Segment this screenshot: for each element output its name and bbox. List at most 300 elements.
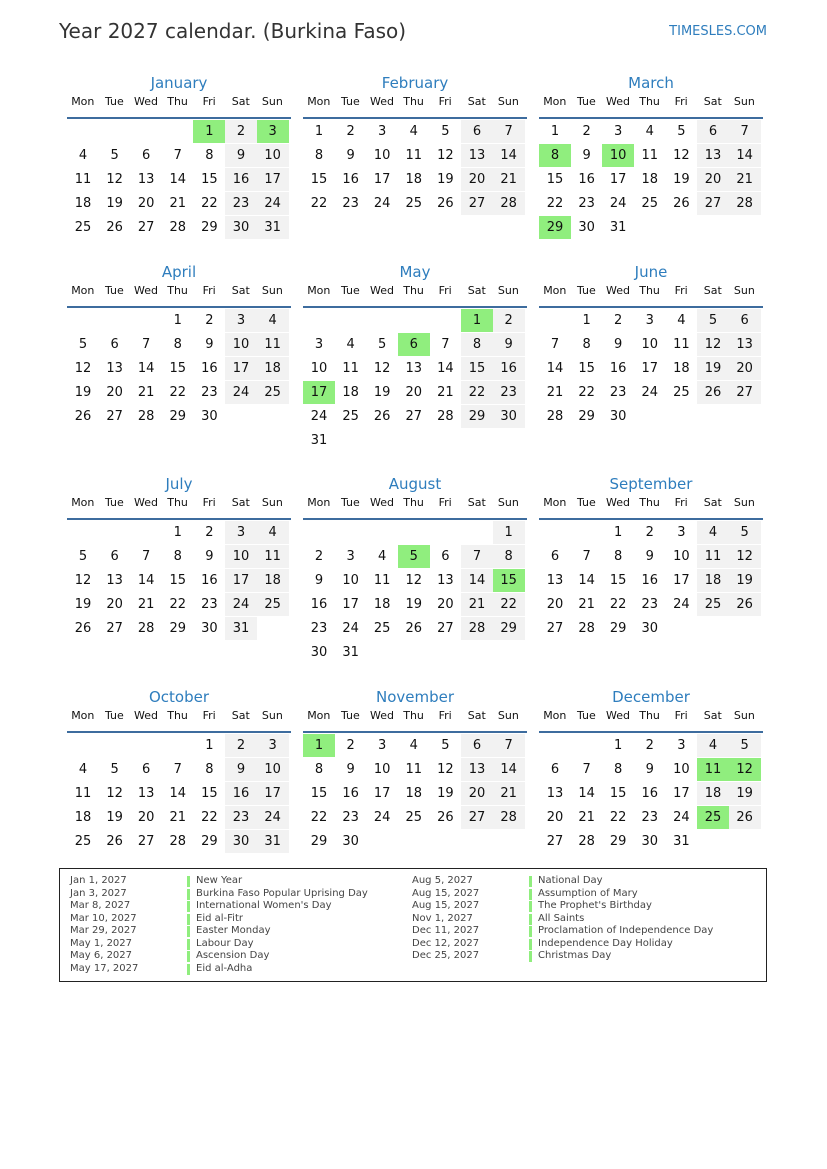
day-cell: 5 bbox=[378, 337, 387, 352]
day-cell: 23 bbox=[225, 192, 257, 215]
holiday-legend bbox=[59, 868, 767, 982]
legend-holiday-name: Eid al-Adha bbox=[196, 962, 253, 974]
legend-color-marker bbox=[529, 926, 532, 937]
month-may bbox=[303, 262, 527, 448]
day-cell: 18 bbox=[673, 361, 690, 376]
day-cell: 13 bbox=[697, 144, 729, 167]
site-link[interactable]: TIMESLES.COM bbox=[669, 24, 767, 39]
holiday-day-cell: 12 bbox=[729, 758, 761, 781]
day-cell: 4 bbox=[78, 148, 88, 163]
day-cell: 31 bbox=[225, 617, 257, 640]
day-cell: 18 bbox=[342, 385, 359, 400]
day-cell: 22 bbox=[609, 597, 627, 612]
day-cell: 28 bbox=[493, 806, 525, 829]
day-cell: 2 bbox=[645, 738, 654, 753]
day-cell: 14 bbox=[578, 573, 595, 588]
day-cell: 25 bbox=[74, 834, 92, 849]
day-cell: 19 bbox=[729, 569, 761, 592]
day-cell: 21 bbox=[137, 597, 155, 612]
day-cell: 30 bbox=[609, 409, 627, 424]
day-cell: 15 bbox=[310, 172, 328, 187]
day-cell: 20 bbox=[546, 597, 564, 612]
day-cell: 24 bbox=[641, 385, 659, 400]
month-title: May bbox=[399, 263, 431, 281]
day-cell: 8 bbox=[614, 762, 623, 777]
weekday-label: Tue bbox=[340, 284, 360, 297]
legend-holiday-name: Christmas Day bbox=[538, 950, 612, 961]
day-cell: 21 bbox=[137, 385, 155, 400]
weekday-label: Tue bbox=[104, 284, 124, 297]
day-cell: 4 bbox=[409, 124, 418, 139]
day-cell: 14 bbox=[437, 361, 454, 376]
day-cell: 5 bbox=[110, 762, 119, 777]
legend-color-marker bbox=[187, 964, 190, 975]
month-june bbox=[539, 262, 763, 424]
day-cell: 12 bbox=[74, 573, 92, 588]
day-cell: 19 bbox=[106, 196, 123, 211]
day-cell: 25 bbox=[641, 196, 659, 211]
day-cell: 16 bbox=[641, 573, 659, 588]
day-cell: 31 bbox=[310, 433, 328, 448]
day-cell: 27 bbox=[106, 621, 123, 636]
day-cell: 27 bbox=[461, 806, 493, 829]
day-cell: 18 bbox=[405, 786, 423, 801]
weekday-label: Wed bbox=[369, 709, 394, 722]
legend-color-marker bbox=[187, 876, 190, 887]
day-cell: 17 bbox=[257, 168, 289, 191]
holiday-day-cell: 10 bbox=[602, 144, 634, 167]
day-cell: 24 bbox=[225, 593, 257, 616]
month-title: December bbox=[612, 688, 690, 706]
weekday-label: Sun bbox=[733, 95, 755, 108]
day-cell: 28 bbox=[546, 409, 564, 424]
month-february bbox=[303, 73, 527, 211]
holiday-day-cell: 29 bbox=[539, 216, 571, 239]
day-cell: 23 bbox=[641, 810, 659, 825]
day-cell: 19 bbox=[405, 597, 423, 612]
weekday-label: Fri bbox=[674, 95, 688, 108]
weekday-label: Tue bbox=[340, 709, 360, 722]
day-cell: 15 bbox=[169, 361, 187, 376]
day-cell: 15 bbox=[578, 361, 595, 376]
day-cell: 20 bbox=[106, 385, 123, 400]
day-cell: 27 bbox=[137, 220, 155, 235]
weekday-label: Tue bbox=[104, 709, 124, 722]
day-cell: 25 bbox=[74, 220, 92, 235]
day-cell: 7 bbox=[461, 545, 493, 568]
weekday-label: Thu bbox=[639, 284, 660, 297]
day-cell: 28 bbox=[578, 834, 595, 849]
day-cell: 15 bbox=[461, 357, 493, 380]
day-cell: 26 bbox=[405, 621, 423, 636]
holiday-day-cell: 1 bbox=[193, 120, 225, 143]
day-cell: 11 bbox=[342, 361, 359, 376]
day-cell: 29 bbox=[169, 621, 187, 636]
day-cell: 22 bbox=[169, 597, 187, 612]
day-cell: 19 bbox=[437, 172, 454, 187]
legend-color-marker bbox=[529, 876, 532, 887]
holiday-day-cell: 1 bbox=[303, 734, 335, 757]
day-cell: 26 bbox=[437, 810, 454, 825]
day-cell: 10 bbox=[342, 573, 359, 588]
weekday-label: Fri bbox=[438, 496, 452, 509]
day-cell: 22 bbox=[201, 196, 218, 211]
day-cell: 12 bbox=[74, 361, 92, 376]
weekday-header bbox=[303, 496, 527, 520]
day-cell: 17 bbox=[641, 361, 659, 376]
day-cell: 2 bbox=[346, 124, 355, 139]
month-title: July bbox=[165, 475, 193, 493]
legend-date: Dec 25, 2027 bbox=[412, 950, 480, 961]
month-title: October bbox=[148, 688, 210, 706]
day-cell: 20 bbox=[405, 385, 423, 400]
day-cell: 10 bbox=[373, 148, 391, 163]
day-cell: 8 bbox=[614, 549, 623, 564]
day-cell: 15 bbox=[201, 172, 218, 187]
day-cell: 22 bbox=[493, 593, 525, 616]
month-march bbox=[539, 73, 763, 235]
day-cell: 23 bbox=[201, 597, 218, 612]
day-cell: 26 bbox=[373, 409, 391, 424]
legend-holiday-name: Assumption of Mary bbox=[538, 887, 638, 899]
day-cell: 1 bbox=[614, 738, 623, 753]
day-cell: 25 bbox=[257, 593, 289, 616]
day-cell: 11 bbox=[673, 337, 690, 352]
day-cell: 31 bbox=[342, 645, 359, 660]
weekday-label: Thu bbox=[403, 709, 424, 722]
day-cell: 18 bbox=[257, 357, 289, 380]
day-cell: 29 bbox=[609, 621, 627, 636]
weekday-label: Fri bbox=[202, 95, 216, 108]
day-cell: 3 bbox=[677, 738, 686, 753]
weekday-label: Fri bbox=[674, 709, 688, 722]
day-cell: 4 bbox=[697, 521, 729, 544]
day-cell: 13 bbox=[106, 361, 123, 376]
day-cell: 11 bbox=[405, 148, 423, 163]
weekday-header bbox=[303, 284, 527, 308]
day-cell: 8 bbox=[582, 337, 591, 352]
day-cell: 19 bbox=[673, 172, 690, 187]
day-cell: 1 bbox=[550, 124, 560, 139]
day-cell: 20 bbox=[437, 597, 454, 612]
day-cell: 28 bbox=[137, 409, 155, 424]
day-cell: 14 bbox=[169, 786, 187, 801]
day-cell: 13 bbox=[437, 573, 454, 588]
day-cell: 31 bbox=[609, 220, 627, 235]
day-cell: 12 bbox=[106, 172, 123, 187]
legend-holiday-name: National Day bbox=[538, 875, 603, 886]
weekday-header bbox=[539, 95, 763, 119]
day-cell: 26 bbox=[74, 621, 92, 636]
day-cell: 12 bbox=[697, 333, 729, 356]
weekday-label: Wed bbox=[369, 95, 394, 108]
day-cell: 30 bbox=[201, 409, 218, 424]
day-cell: 22 bbox=[461, 381, 493, 404]
day-cell: 22 bbox=[169, 385, 187, 400]
holiday-day-cell: 11 bbox=[697, 758, 729, 781]
day-cell: 25 bbox=[342, 409, 359, 424]
weekday-label: Mon bbox=[71, 496, 95, 509]
day-cell: 10 bbox=[373, 762, 391, 777]
legend-holiday-name: Eid al-Fitr bbox=[196, 912, 243, 924]
day-cell: 14 bbox=[493, 144, 525, 167]
day-cell: 13 bbox=[137, 172, 155, 187]
day-cell: 6 bbox=[441, 549, 450, 564]
weekday-label: Sat bbox=[467, 709, 486, 722]
day-cell: 24 bbox=[673, 597, 690, 612]
day-cell: 5 bbox=[729, 734, 761, 757]
day-cell: 30 bbox=[578, 220, 595, 235]
weekday-label: Wed bbox=[605, 496, 630, 509]
day-cell: 26 bbox=[697, 381, 729, 404]
day-cell: 9 bbox=[582, 148, 591, 163]
day-cell: 17 bbox=[225, 569, 257, 592]
day-cell: 10 bbox=[257, 144, 289, 167]
day-cell: 9 bbox=[205, 549, 214, 564]
day-cell: 22 bbox=[310, 810, 328, 825]
day-cell: 7 bbox=[493, 734, 525, 757]
holiday-day-cell: 8 bbox=[539, 144, 571, 167]
day-cell: 2 bbox=[205, 313, 214, 328]
day-cell: 3 bbox=[225, 521, 257, 544]
day-cell: 5 bbox=[441, 124, 450, 139]
weekday-label: Fri bbox=[202, 496, 216, 509]
day-cell: 9 bbox=[314, 573, 324, 588]
day-cell: 29 bbox=[310, 834, 328, 849]
weekday-label: Tue bbox=[576, 284, 596, 297]
day-cell: 26 bbox=[74, 409, 92, 424]
day-cell: 21 bbox=[729, 168, 761, 191]
month-title: January bbox=[150, 74, 208, 92]
day-cell: 25 bbox=[405, 810, 423, 825]
day-cell: 28 bbox=[461, 617, 493, 640]
day-cell: 9 bbox=[225, 758, 257, 781]
day-cell: 8 bbox=[461, 333, 493, 356]
month-title: June bbox=[634, 263, 668, 281]
day-cell: 5 bbox=[677, 124, 686, 139]
weekday-label: Sun bbox=[261, 496, 283, 509]
day-cell: 23 bbox=[493, 381, 525, 404]
weekday-label: Mon bbox=[307, 709, 331, 722]
month-title: September bbox=[609, 475, 693, 493]
legend-holiday-name: Labour Day bbox=[196, 937, 254, 949]
day-cell: 15 bbox=[546, 172, 564, 187]
day-cell: 13 bbox=[729, 333, 761, 356]
day-cell: 16 bbox=[201, 573, 218, 588]
day-cell: 30 bbox=[225, 216, 257, 239]
day-cell: 7 bbox=[142, 549, 151, 564]
legend-color-marker bbox=[529, 889, 532, 900]
weekday-label: Mon bbox=[71, 709, 95, 722]
day-cell: 18 bbox=[641, 172, 659, 187]
day-cell: 27 bbox=[437, 621, 454, 636]
day-cell: 25 bbox=[373, 621, 391, 636]
day-cell: 24 bbox=[609, 196, 627, 211]
day-cell: 14 bbox=[546, 361, 564, 376]
weekday-label: Sat bbox=[467, 496, 486, 509]
day-cell: 26 bbox=[729, 593, 761, 616]
day-cell: 1 bbox=[205, 738, 214, 753]
day-cell: 20 bbox=[697, 168, 729, 191]
day-cell: 11 bbox=[697, 545, 729, 568]
legend-holiday-name: All Saints bbox=[538, 912, 585, 924]
day-cell: 26 bbox=[673, 196, 690, 211]
weekday-label: Thu bbox=[167, 284, 188, 297]
page-title: Year 2027 calendar. (Burkina Faso) bbox=[59, 19, 407, 43]
day-cell: 24 bbox=[373, 196, 391, 211]
day-cell: 21 bbox=[437, 385, 454, 400]
weekday-label: Tue bbox=[576, 95, 596, 108]
holiday-day-cell: 25 bbox=[697, 806, 729, 829]
day-cell: 7 bbox=[729, 120, 761, 143]
weekday-label: Fri bbox=[438, 284, 452, 297]
day-cell: 12 bbox=[729, 545, 761, 568]
day-cell: 3 bbox=[378, 738, 387, 753]
day-cell: 25 bbox=[405, 196, 423, 211]
weekday-label: Mon bbox=[307, 284, 331, 297]
weekday-label: Mon bbox=[71, 95, 95, 108]
legend-color-marker bbox=[187, 889, 190, 900]
day-cell: 18 bbox=[405, 172, 423, 187]
day-cell: 23 bbox=[342, 196, 359, 211]
day-cell: 20 bbox=[729, 357, 761, 380]
day-cell: 26 bbox=[729, 806, 761, 829]
day-cell: 16 bbox=[342, 172, 359, 187]
weekday-label: Fri bbox=[674, 284, 688, 297]
weekday-header bbox=[67, 496, 291, 520]
day-cell: 2 bbox=[493, 309, 525, 332]
day-cell: 30 bbox=[225, 830, 257, 853]
day-cell: 24 bbox=[257, 192, 289, 215]
day-cell: 5 bbox=[78, 549, 88, 564]
legend-date: Mar 10, 2027 bbox=[70, 912, 137, 924]
day-cell: 17 bbox=[257, 782, 289, 805]
day-cell: 3 bbox=[225, 309, 257, 332]
weekday-header bbox=[303, 709, 527, 733]
day-cell: 2 bbox=[645, 525, 654, 540]
day-cell: 5 bbox=[78, 337, 88, 352]
day-cell: 18 bbox=[697, 569, 729, 592]
day-cell: 29 bbox=[578, 409, 595, 424]
day-cell: 2 bbox=[225, 120, 257, 143]
day-cell: 16 bbox=[493, 357, 525, 380]
legend-holiday-name: The Prophet's Birthday bbox=[538, 900, 652, 911]
day-cell: 21 bbox=[461, 593, 493, 616]
weekday-label: Sat bbox=[703, 496, 722, 509]
day-cell: 3 bbox=[257, 734, 289, 757]
weekday-header bbox=[539, 709, 763, 733]
day-cell: 21 bbox=[493, 782, 525, 805]
day-cell: 7 bbox=[493, 120, 525, 143]
weekday-label: Wed bbox=[605, 95, 630, 108]
day-cell: 12 bbox=[437, 762, 454, 777]
day-cell: 18 bbox=[74, 810, 92, 825]
weekday-label: Tue bbox=[104, 496, 124, 509]
weekday-label: Fri bbox=[674, 496, 688, 509]
day-cell: 28 bbox=[137, 621, 155, 636]
day-cell: 27 bbox=[729, 381, 761, 404]
weekday-label: Sat bbox=[703, 709, 722, 722]
month-april bbox=[67, 262, 291, 424]
day-cell: 2 bbox=[614, 313, 623, 328]
day-cell: 10 bbox=[673, 762, 690, 777]
day-cell: 20 bbox=[461, 168, 493, 191]
day-cell: 4 bbox=[78, 762, 88, 777]
weekday-label: Sun bbox=[261, 95, 283, 108]
day-cell: 28 bbox=[729, 192, 761, 215]
day-cell: 18 bbox=[697, 782, 729, 805]
day-cell: 4 bbox=[645, 124, 654, 139]
day-cell: 9 bbox=[614, 337, 623, 352]
day-cell: 16 bbox=[201, 361, 218, 376]
day-cell: 27 bbox=[697, 192, 729, 215]
day-cell: 20 bbox=[137, 810, 155, 825]
day-cell: 10 bbox=[225, 545, 257, 568]
weekday-label: Sat bbox=[467, 95, 486, 108]
weekday-header bbox=[67, 284, 291, 308]
day-cell: 21 bbox=[546, 385, 564, 400]
month-august bbox=[303, 474, 527, 660]
day-cell: 15 bbox=[609, 786, 627, 801]
day-cell: 22 bbox=[578, 385, 595, 400]
weekday-label: Sat bbox=[703, 284, 722, 297]
weekday-header bbox=[539, 496, 763, 520]
day-cell: 24 bbox=[310, 409, 328, 424]
day-cell: 9 bbox=[346, 148, 355, 163]
weekday-label: Thu bbox=[167, 496, 188, 509]
day-cell: 2 bbox=[582, 124, 591, 139]
month-october bbox=[67, 687, 291, 849]
day-cell: 3 bbox=[645, 313, 654, 328]
day-cell: 15 bbox=[201, 786, 218, 801]
day-cell: 25 bbox=[257, 381, 289, 404]
day-cell: 14 bbox=[729, 144, 761, 167]
day-cell: 29 bbox=[609, 834, 627, 849]
weekday-label: Thu bbox=[403, 284, 424, 297]
weekday-label: Sun bbox=[497, 709, 519, 722]
month-december bbox=[539, 687, 763, 849]
day-cell: 30 bbox=[342, 834, 359, 849]
weekday-label: Mon bbox=[543, 709, 567, 722]
weekday-label: Sun bbox=[261, 709, 283, 722]
day-cell: 28 bbox=[169, 834, 187, 849]
day-cell: 23 bbox=[578, 196, 595, 211]
legend-date: Nov 1, 2027 bbox=[412, 912, 473, 924]
weekday-label: Thu bbox=[403, 496, 424, 509]
weekday-label: Thu bbox=[167, 95, 188, 108]
day-cell: 31 bbox=[257, 216, 289, 239]
legend-color-marker bbox=[529, 951, 532, 962]
day-cell: 14 bbox=[137, 573, 155, 588]
day-cell: 23 bbox=[342, 810, 359, 825]
day-cell: 28 bbox=[437, 409, 454, 424]
legend-color-marker bbox=[187, 939, 190, 950]
holiday-day-cell: 6 bbox=[398, 333, 430, 356]
weekday-label: Wed bbox=[133, 284, 158, 297]
legend-date: Aug 5, 2027 bbox=[412, 875, 473, 886]
weekday-label: Wed bbox=[133, 709, 158, 722]
day-cell: 19 bbox=[437, 786, 454, 801]
day-cell: 16 bbox=[310, 597, 328, 612]
day-cell: 29 bbox=[201, 834, 218, 849]
legend-date: Jan 1, 2027 bbox=[70, 875, 127, 886]
day-cell: 4 bbox=[378, 549, 387, 564]
holiday-day-cell: 5 bbox=[398, 545, 430, 568]
day-cell: 10 bbox=[310, 361, 328, 376]
weekday-label: Tue bbox=[576, 709, 596, 722]
day-cell: 27 bbox=[106, 409, 123, 424]
day-cell: 30 bbox=[201, 621, 218, 636]
